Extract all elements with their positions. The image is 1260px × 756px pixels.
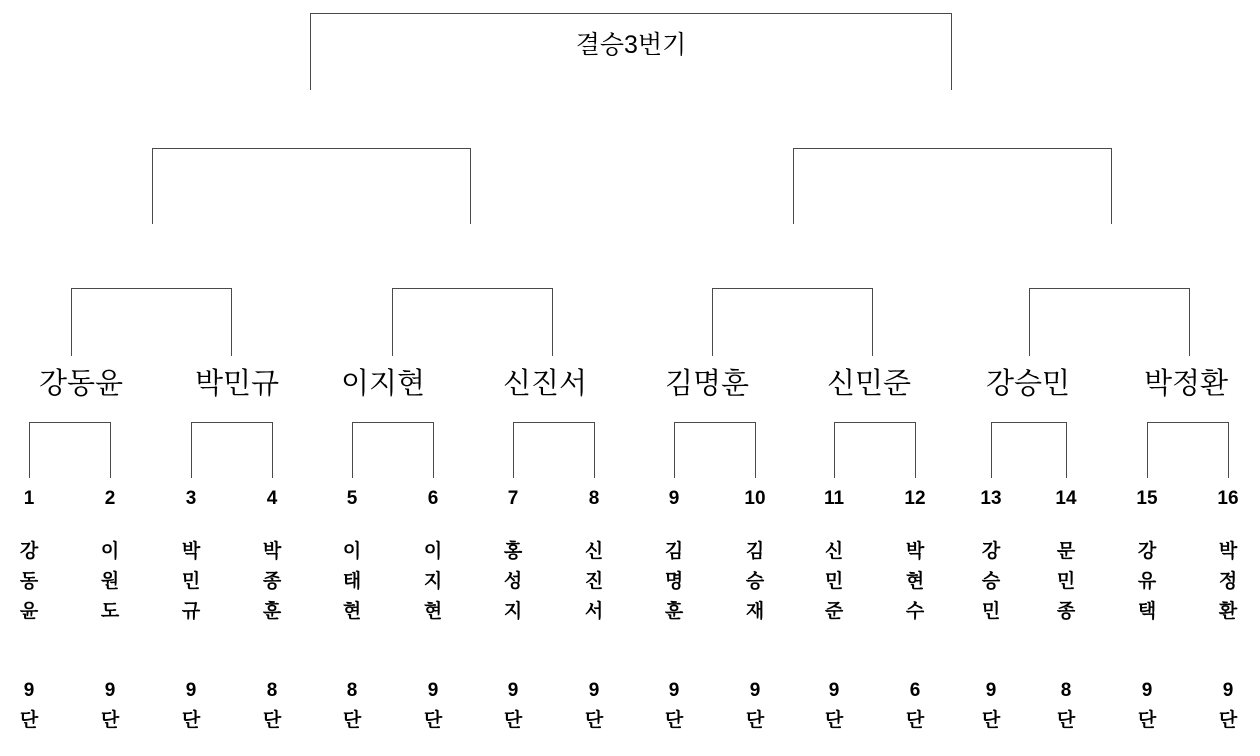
round16-bracket-7-horizontal	[991, 422, 1066, 423]
player-name-13-char-1: 강	[981, 541, 1001, 562]
player-name-16	[1211, 537, 1245, 627]
player-rank-10-char-1: 9	[749, 680, 761, 701]
quarterfinal-bracket-4-leg-a	[1029, 288, 1030, 356]
player-name-5	[335, 537, 369, 627]
round16-bracket-3-horizontal	[352, 422, 433, 423]
round16-bracket-3-leg-a	[352, 422, 353, 478]
player-name-10-char-3: 재	[745, 601, 765, 622]
round16-bracket-8-leg-b	[1228, 422, 1229, 478]
quarterfinal-bracket-3-leg-a	[712, 288, 713, 356]
seed-number-8: 8	[588, 488, 600, 509]
player-rank-5	[335, 676, 369, 736]
final-bracket-right-leg	[951, 13, 952, 90]
player-name-9-char-2: 명	[664, 571, 684, 592]
round16-winner-1: 강동윤	[38, 368, 124, 400]
round16-bracket-5-horizontal	[674, 422, 755, 423]
player-rank-3	[174, 676, 208, 736]
player-name-1-char-3: 윤	[19, 601, 39, 622]
player-rank-4-char-1: 8	[266, 680, 278, 701]
round16-bracket-3-leg-b	[433, 422, 434, 478]
quarterfinal-bracket-4-leg-b	[1189, 288, 1190, 356]
player-name-10	[738, 537, 772, 627]
player-name-16-char-2: 정	[1218, 571, 1238, 592]
player-name-9-char-1: 김	[664, 541, 684, 562]
player-name-2-char-2: 원	[100, 571, 120, 592]
player-rank-8	[577, 676, 611, 736]
player-rank-14	[1049, 676, 1083, 736]
player-name-7-char-1: 홍	[503, 541, 523, 562]
seed-number-15: 15	[1136, 488, 1158, 509]
player-name-2	[93, 537, 127, 627]
round16-winner-7: 강승민	[985, 368, 1071, 400]
player-rank-6-char-2: 단	[423, 710, 443, 731]
player-rank-10	[738, 676, 772, 736]
player-rank-6	[416, 676, 450, 736]
player-rank-2	[93, 676, 127, 736]
seed-number-6: 6	[427, 488, 439, 509]
seed-number-10: 10	[744, 488, 766, 509]
player-rank-15	[1130, 676, 1164, 736]
player-name-12	[898, 537, 932, 627]
player-name-8-char-2: 진	[584, 571, 604, 592]
player-rank-1	[12, 676, 46, 736]
semifinal-left-leg-a	[152, 148, 153, 224]
player-rank-16	[1211, 676, 1245, 736]
seed-number-7: 7	[507, 488, 519, 509]
quarterfinal-bracket-4-horizontal	[1029, 288, 1189, 289]
round16-bracket-5-leg-a	[674, 422, 675, 478]
player-name-12-char-2: 현	[905, 571, 925, 592]
player-rank-13	[974, 676, 1008, 736]
round16-bracket-8-horizontal	[1147, 422, 1228, 423]
player-rank-6-char-1: 9	[427, 680, 439, 701]
player-rank-7	[496, 676, 530, 736]
player-name-4-char-2: 종	[262, 571, 282, 592]
quarterfinal-bracket-2-leg-a	[392, 288, 393, 356]
round16-bracket-6-leg-a	[834, 422, 835, 478]
semifinal-left-leg-b	[470, 148, 471, 224]
semifinal-right-horizontal	[793, 148, 1111, 149]
round16-bracket-4-leg-b	[594, 422, 595, 478]
player-name-4-char-3: 훈	[262, 601, 282, 622]
seed-number-2: 2	[104, 488, 116, 509]
round16-bracket-4-leg-a	[513, 422, 514, 478]
seed-number-9: 9	[668, 488, 680, 509]
player-rank-12-char-1: 6	[909, 680, 921, 701]
player-rank-13-char-2: 단	[981, 710, 1001, 731]
player-name-3-char-1: 박	[181, 541, 201, 562]
seed-number-4: 4	[266, 488, 278, 509]
player-name-11-char-1: 신	[824, 541, 844, 562]
round16-winner-2: 박민규	[194, 368, 280, 400]
quarterfinal-bracket-3-leg-b	[872, 288, 873, 356]
round16-bracket-1-leg-a	[29, 422, 30, 478]
player-rank-1-char-2: 단	[19, 710, 39, 731]
player-rank-2-char-2: 단	[100, 710, 120, 731]
player-rank-12-char-2: 단	[905, 710, 925, 731]
player-name-12-char-1: 박	[905, 541, 925, 562]
round16-bracket-6-horizontal	[834, 422, 915, 423]
player-rank-15-char-2: 단	[1137, 710, 1157, 731]
player-rank-3-char-1: 9	[185, 680, 197, 701]
round16-winner-8: 박정환	[1143, 368, 1229, 400]
round16-winner-6: 신민준	[826, 368, 912, 400]
player-name-8-char-3: 서	[584, 601, 604, 622]
final-bracket-horizontal	[310, 13, 952, 14]
player-rank-9-char-1: 9	[668, 680, 680, 701]
final-title: 결승3번기	[575, 31, 687, 59]
player-name-11	[817, 537, 851, 627]
quarterfinal-bracket-1-horizontal	[71, 288, 231, 289]
seed-number-13: 13	[980, 488, 1002, 509]
player-name-10-char-1: 김	[745, 541, 765, 562]
player-name-7-char-2: 성	[503, 571, 523, 592]
player-name-14-char-3: 종	[1056, 601, 1076, 622]
quarterfinal-bracket-1-leg-b	[231, 288, 232, 356]
round16-winner-4: 신진서	[502, 368, 588, 400]
seed-number-12: 12	[904, 488, 926, 509]
player-name-13	[974, 537, 1008, 627]
round16-bracket-8-leg-a	[1147, 422, 1148, 478]
player-rank-4-char-2: 단	[262, 710, 282, 731]
player-name-5-char-1: 이	[342, 541, 362, 562]
quarterfinal-bracket-1-leg-a	[71, 288, 72, 356]
quarterfinal-bracket-3-horizontal	[712, 288, 872, 289]
round16-bracket-6-leg-b	[915, 422, 916, 478]
player-rank-14-char-2: 단	[1056, 710, 1076, 731]
player-rank-3-char-2: 단	[181, 710, 201, 731]
player-name-4-char-1: 박	[262, 541, 282, 562]
player-rank-7-char-2: 단	[503, 710, 523, 731]
player-rank-14-char-1: 8	[1060, 680, 1072, 701]
player-name-7-char-3: 지	[503, 601, 523, 622]
player-rank-9	[657, 676, 691, 736]
seed-number-16: 16	[1217, 488, 1239, 509]
semifinal-left-horizontal	[152, 148, 470, 149]
player-name-1	[12, 537, 46, 627]
player-name-6-char-3: 현	[423, 601, 443, 622]
player-name-14-char-2: 민	[1056, 571, 1076, 592]
player-name-12-char-3: 수	[905, 601, 925, 622]
player-rank-10-char-2: 단	[745, 710, 765, 731]
player-name-1-char-2: 동	[19, 571, 39, 592]
player-name-15	[1130, 537, 1164, 627]
player-name-3	[174, 537, 208, 627]
player-rank-8-char-1: 9	[588, 680, 600, 701]
round16-bracket-7-leg-b	[1066, 422, 1067, 478]
semifinal-right-leg-b	[1111, 148, 1112, 224]
player-name-8-char-1: 신	[584, 541, 604, 562]
round16-bracket-4-horizontal	[513, 422, 594, 423]
round16-bracket-2-horizontal	[191, 422, 272, 423]
player-rank-15-char-1: 9	[1141, 680, 1153, 701]
round16-bracket-7-leg-a	[991, 422, 992, 478]
player-rank-2-char-1: 9	[104, 680, 116, 701]
player-name-2-char-3: 도	[100, 601, 120, 622]
player-name-5-char-2: 태	[342, 571, 362, 592]
player-name-1-char-1: 강	[19, 541, 39, 562]
player-name-16-char-3: 환	[1218, 601, 1238, 622]
player-name-6-char-1: 이	[423, 541, 443, 562]
player-rank-11	[817, 676, 851, 736]
player-name-7	[496, 537, 530, 627]
player-rank-12	[898, 676, 932, 736]
seed-number-3: 3	[185, 488, 197, 509]
player-rank-7-char-1: 9	[507, 680, 519, 701]
quarterfinal-bracket-2-horizontal	[392, 288, 552, 289]
player-name-13-char-2: 승	[981, 571, 1001, 592]
round16-winner-3: 이지현	[340, 368, 426, 400]
player-name-6	[416, 537, 450, 627]
player-name-8	[577, 537, 611, 627]
seed-number-1: 1	[23, 488, 35, 509]
player-name-10-char-2: 승	[745, 571, 765, 592]
round16-bracket-2-leg-a	[191, 422, 192, 478]
player-name-3-char-3: 규	[181, 601, 201, 622]
round16-bracket-2-leg-b	[272, 422, 273, 478]
seed-number-11: 11	[823, 488, 845, 509]
player-rank-16-char-2: 단	[1218, 710, 1238, 731]
player-name-9-char-3: 훈	[664, 601, 684, 622]
round16-bracket-1-horizontal	[29, 422, 110, 423]
seed-number-5: 5	[346, 488, 358, 509]
player-rank-5-char-2: 단	[342, 710, 362, 731]
player-rank-4	[255, 676, 289, 736]
player-rank-13-char-1: 9	[985, 680, 997, 701]
player-name-11-char-2: 민	[824, 571, 844, 592]
player-name-13-char-3: 민	[981, 601, 1001, 622]
player-rank-11-char-2: 단	[824, 710, 844, 731]
player-name-15-char-1: 강	[1137, 541, 1157, 562]
player-name-2-char-1: 이	[100, 541, 120, 562]
player-name-15-char-2: 유	[1137, 571, 1157, 592]
quarterfinal-bracket-2-leg-b	[552, 288, 553, 356]
player-name-14-char-1: 문	[1056, 541, 1076, 562]
player-rank-9-char-2: 단	[664, 710, 684, 731]
player-rank-1-char-1: 9	[23, 680, 35, 701]
round16-bracket-1-leg-b	[110, 422, 111, 478]
player-name-14	[1049, 537, 1083, 627]
round16-winner-5: 김명훈	[664, 368, 750, 400]
seed-number-14: 14	[1055, 488, 1077, 509]
round16-bracket-5-leg-b	[755, 422, 756, 478]
player-name-11-char-3: 준	[824, 601, 844, 622]
player-name-3-char-2: 민	[181, 571, 201, 592]
player-rank-11-char-1: 9	[828, 680, 840, 701]
semifinal-right-leg-a	[793, 148, 794, 224]
final-bracket-left-leg	[310, 13, 311, 90]
player-rank-16-char-1: 9	[1222, 680, 1234, 701]
player-name-15-char-3: 택	[1137, 601, 1157, 622]
player-name-9	[657, 537, 691, 627]
player-name-4	[255, 537, 289, 627]
player-name-5-char-3: 현	[342, 601, 362, 622]
player-name-6-char-2: 지	[423, 571, 443, 592]
player-rank-5-char-1: 8	[346, 680, 358, 701]
player-name-16-char-1: 박	[1218, 541, 1238, 562]
player-rank-8-char-2: 단	[584, 710, 604, 731]
